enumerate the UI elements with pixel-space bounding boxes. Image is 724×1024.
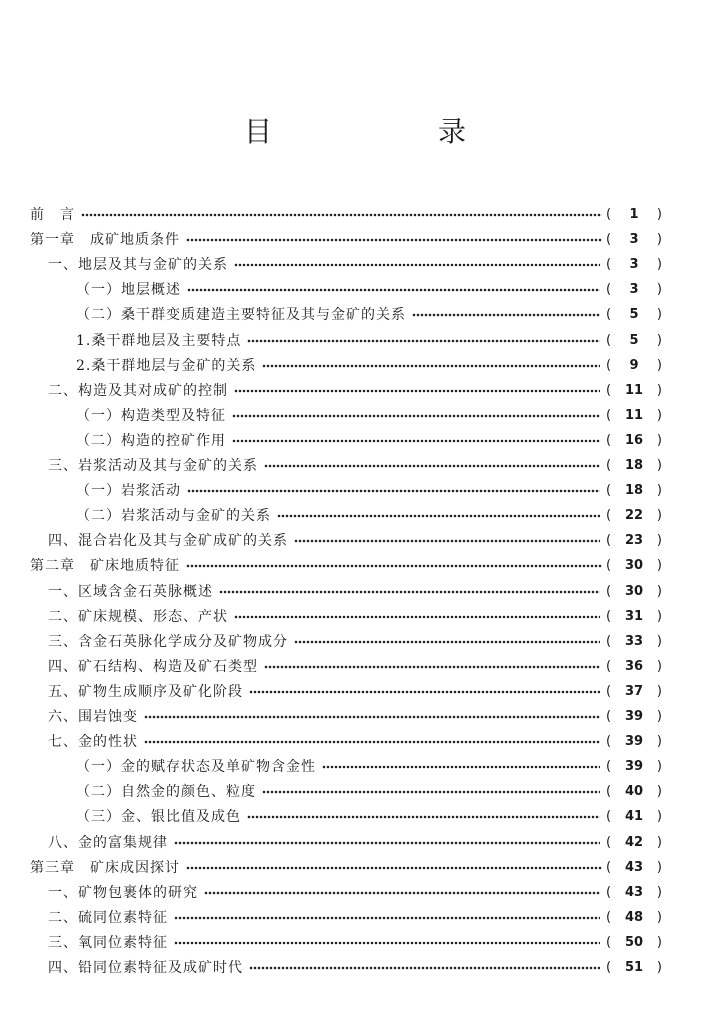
paren-close: ) bbox=[656, 960, 662, 975]
toc-entry-label: （二）自然金的颜色、粒度 bbox=[76, 784, 256, 801]
toc-page-number bbox=[606, 955, 662, 981]
toc-page-number bbox=[606, 779, 662, 805]
paren-open: ( bbox=[606, 508, 612, 524]
toc-page-number bbox=[606, 328, 662, 354]
paren-close: ) bbox=[656, 759, 662, 775]
toc-entry-label: （二）桑干群变质建造主要特征及其与金矿的关系 bbox=[76, 307, 406, 324]
paren-open: ( bbox=[606, 458, 612, 473]
toc-entry bbox=[30, 202, 662, 228]
toc-page-number bbox=[606, 905, 662, 931]
page-number-value: 11 bbox=[624, 407, 644, 423]
toc-page-number bbox=[606, 453, 662, 479]
toc-entry bbox=[76, 353, 662, 379]
title-char-1: 目 bbox=[244, 115, 273, 148]
toc-entry-label: 一、区域含金石英脉概述 bbox=[48, 583, 213, 600]
dot-leader bbox=[234, 263, 600, 267]
page-number-value: 16 bbox=[624, 432, 644, 448]
paren-close: ) bbox=[656, 533, 662, 549]
toc-entry-label: （二）岩浆活动与金矿的关系 bbox=[76, 508, 271, 525]
paren-close: ) bbox=[656, 608, 662, 624]
toc-entry bbox=[48, 679, 662, 705]
paren-close: ) bbox=[656, 483, 662, 499]
toc-entry bbox=[76, 754, 662, 780]
dot-leader bbox=[204, 891, 600, 895]
dot-leader bbox=[234, 615, 600, 619]
paren-open: ( bbox=[606, 909, 612, 925]
paren-close: ) bbox=[656, 909, 662, 925]
paren-open: ( bbox=[606, 407, 612, 423]
paren-open: ( bbox=[606, 432, 612, 448]
toc-entry bbox=[48, 930, 662, 956]
toc-page-number bbox=[606, 302, 662, 328]
paren-open: ( bbox=[606, 834, 612, 850]
toc-entry bbox=[76, 428, 662, 454]
paren-close: ) bbox=[656, 809, 662, 825]
toc-entry-label: 四、铅同位素特征及成矿时代 bbox=[48, 960, 243, 976]
toc-entry-label: 八、金的富集规律 bbox=[48, 834, 168, 851]
toc-entry bbox=[76, 478, 662, 504]
toc-entry-label: （三）金、银比值及成色 bbox=[76, 809, 241, 826]
paren-close: ) bbox=[656, 307, 662, 323]
toc-page-number bbox=[606, 729, 662, 755]
paren-open: ( bbox=[606, 734, 612, 750]
dot-leader bbox=[186, 564, 602, 568]
toc-entry-label: 1.桑干群地层及主要特点 bbox=[76, 332, 242, 349]
title-char-2: 录 bbox=[438, 115, 467, 148]
toc-entry bbox=[48, 880, 662, 906]
toc-page-number bbox=[606, 679, 662, 705]
toc-entry bbox=[76, 277, 662, 303]
page-number-value: 3 bbox=[629, 282, 639, 298]
paren-open: ( bbox=[606, 608, 612, 624]
toc-page-number bbox=[606, 528, 662, 554]
paren-close: ) bbox=[656, 282, 662, 298]
toc-page-number bbox=[606, 202, 662, 228]
dot-leader bbox=[262, 364, 600, 368]
toc-entry-label: （一）构造类型及特征 bbox=[76, 407, 226, 424]
toc-page-number bbox=[606, 252, 662, 278]
paren-open: ( bbox=[606, 859, 612, 875]
toc-page-number bbox=[606, 604, 662, 630]
paren-close: ) bbox=[656, 934, 662, 950]
toc-entry-label: 四、矿石结构、构造及矿石类型 bbox=[48, 658, 258, 675]
toc-entry-label: 前 言 bbox=[30, 207, 75, 223]
paren-open: ( bbox=[606, 232, 612, 248]
paren-close: ) bbox=[656, 709, 662, 724]
dot-leader bbox=[262, 790, 600, 794]
toc-page-number bbox=[606, 378, 662, 404]
toc-entry-label: 四、混合岩化及其与金矿成矿的关系 bbox=[48, 533, 288, 550]
page-number-value: 18 bbox=[624, 458, 644, 473]
paren-open: ( bbox=[606, 282, 612, 298]
toc-page-number bbox=[606, 227, 662, 253]
dot-leader bbox=[249, 690, 600, 694]
toc-entry bbox=[48, 830, 662, 856]
toc-page-number bbox=[606, 629, 662, 655]
toc-entry bbox=[48, 604, 662, 630]
paren-close: ) bbox=[656, 257, 662, 273]
toc-page-number bbox=[606, 579, 662, 605]
paren-close: ) bbox=[656, 884, 662, 900]
paren-close: ) bbox=[656, 834, 662, 850]
dot-leader bbox=[247, 815, 600, 819]
paren-open: ( bbox=[606, 558, 612, 574]
page-number-value: 18 bbox=[624, 483, 644, 499]
paren-close: ) bbox=[656, 382, 662, 398]
toc-entry bbox=[76, 403, 662, 429]
dot-leader bbox=[234, 389, 600, 393]
paren-close: ) bbox=[656, 859, 662, 875]
toc-entry bbox=[30, 855, 662, 881]
dot-leader bbox=[144, 740, 600, 744]
toc-entry-label: 第一章 成矿地质条件 bbox=[30, 232, 180, 249]
page-number-value: 39 bbox=[624, 709, 644, 724]
dot-leader bbox=[187, 288, 600, 292]
toc-entry-label: 三、岩浆活动及其与金矿的关系 bbox=[48, 458, 258, 474]
toc-entry-label: 二、硫同位素特征 bbox=[48, 909, 168, 926]
toc-entry-label: 三、氧同位素特征 bbox=[48, 934, 168, 951]
toc-entry bbox=[48, 955, 662, 981]
page-number-value: 39 bbox=[624, 734, 644, 750]
page-number-value: 30 bbox=[624, 583, 644, 599]
toc-entry-label: 第三章 矿床成因探讨 bbox=[30, 859, 180, 876]
dot-leader bbox=[144, 715, 600, 719]
toc-page-number bbox=[606, 553, 662, 579]
toc-page-number bbox=[606, 428, 662, 454]
toc-entry bbox=[30, 227, 662, 253]
toc-page-number bbox=[606, 503, 662, 529]
paren-close: ) bbox=[656, 332, 662, 348]
paren-open: ( bbox=[606, 658, 612, 674]
dot-leader bbox=[247, 339, 600, 343]
paren-close: ) bbox=[656, 558, 662, 574]
toc-page-number bbox=[606, 353, 662, 379]
page-number-value: 30 bbox=[624, 558, 644, 574]
page-number-value: 39 bbox=[624, 759, 644, 775]
toc-entry bbox=[76, 779, 662, 805]
toc-entry-label: 二、矿床规模、形态、产状 bbox=[48, 608, 228, 625]
toc-page-number bbox=[606, 704, 662, 730]
paren-close: ) bbox=[656, 633, 662, 649]
toc-entry bbox=[76, 328, 662, 354]
dot-leader bbox=[264, 665, 600, 669]
page-number-value: 36 bbox=[624, 658, 644, 674]
toc-entry-label: （一）岩浆活动 bbox=[76, 483, 181, 500]
paren-open: ( bbox=[606, 960, 612, 975]
page-number-value: 3 bbox=[629, 232, 639, 248]
toc-page-number bbox=[606, 804, 662, 830]
toc-page-number bbox=[606, 930, 662, 956]
paren-open: ( bbox=[606, 307, 612, 323]
toc-entry bbox=[48, 528, 662, 554]
dot-leader bbox=[294, 539, 600, 543]
dot-leader bbox=[174, 916, 600, 920]
dot-leader bbox=[232, 439, 600, 443]
toc-entry bbox=[48, 378, 662, 404]
paren-close: ) bbox=[656, 432, 662, 448]
page-number-value: 43 bbox=[624, 884, 644, 900]
page-number-value: 33 bbox=[624, 633, 644, 649]
toc-entry bbox=[48, 453, 662, 479]
dot-leader bbox=[174, 841, 600, 845]
dot-leader bbox=[186, 866, 602, 870]
paren-open: ( bbox=[606, 257, 612, 273]
dot-leader bbox=[174, 941, 600, 945]
toc-entry-label: （一）金的赋存状态及单矿物含金性 bbox=[76, 759, 316, 776]
page-number-value: 40 bbox=[624, 784, 644, 800]
dot-leader bbox=[277, 514, 600, 518]
toc-entry-label: 七、金的性状 bbox=[48, 734, 138, 751]
toc-entry-label: 2.桑干群地层与金矿的关系 bbox=[76, 357, 257, 374]
paren-close: ) bbox=[656, 734, 662, 750]
paren-open: ( bbox=[606, 633, 612, 649]
toc-entry bbox=[48, 252, 662, 278]
dot-leader bbox=[412, 313, 600, 317]
page-number-value: 3 bbox=[629, 257, 639, 273]
paren-close: ) bbox=[656, 232, 662, 248]
toc-entry bbox=[48, 905, 662, 931]
toc-entry bbox=[48, 654, 662, 680]
paren-close: ) bbox=[656, 458, 662, 473]
paren-open: ( bbox=[606, 207, 612, 222]
paren-open: ( bbox=[606, 533, 612, 549]
page-number-value: 1 bbox=[629, 207, 639, 222]
paren-close: ) bbox=[656, 207, 662, 222]
paren-close: ) bbox=[656, 508, 662, 524]
toc-entry bbox=[76, 302, 662, 328]
paren-open: ( bbox=[606, 809, 612, 825]
toc-entry bbox=[30, 553, 662, 579]
toc-entry bbox=[48, 629, 662, 655]
dot-leader bbox=[219, 590, 600, 594]
toc-page-number bbox=[606, 277, 662, 303]
page-number-value: 37 bbox=[624, 683, 644, 699]
toc-entry-label: 三、含金石英脉化学成分及矿物成分 bbox=[48, 633, 288, 650]
toc-page-number bbox=[606, 880, 662, 906]
paren-open: ( bbox=[606, 934, 612, 950]
toc-entry bbox=[76, 804, 662, 830]
toc-entry-label: 一、矿物包裹体的研究 bbox=[48, 884, 198, 901]
dot-leader bbox=[186, 238, 602, 242]
toc-page-number bbox=[606, 654, 662, 680]
dot-leader bbox=[249, 966, 600, 970]
page-title bbox=[0, 112, 724, 152]
dot-leader bbox=[264, 464, 600, 468]
paren-close: ) bbox=[656, 683, 662, 699]
page-number-value: 11 bbox=[624, 382, 644, 398]
dot-leader bbox=[187, 489, 600, 493]
paren-close: ) bbox=[656, 583, 662, 599]
paren-close: ) bbox=[656, 784, 662, 800]
paren-open: ( bbox=[606, 683, 612, 699]
dot-leader bbox=[81, 213, 602, 217]
paren-close: ) bbox=[656, 407, 662, 423]
page-number-value: 41 bbox=[624, 809, 644, 825]
page-number-value: 42 bbox=[624, 834, 644, 850]
paren-close: ) bbox=[656, 658, 662, 674]
toc-entry-label: （二）构造的控矿作用 bbox=[76, 432, 226, 449]
toc-page-number bbox=[606, 855, 662, 881]
toc-entry-label: （一）地层概述 bbox=[76, 282, 181, 299]
toc-entry bbox=[48, 704, 662, 730]
toc-entry bbox=[48, 729, 662, 755]
paren-open: ( bbox=[606, 759, 612, 775]
page-number-value: 43 bbox=[624, 859, 644, 875]
toc-entry-label: 一、地层及其与金矿的关系 bbox=[48, 257, 228, 274]
page-number-value: 23 bbox=[624, 533, 644, 549]
paren-open: ( bbox=[606, 583, 612, 599]
toc-page-number bbox=[606, 478, 662, 504]
page-number-value: 9 bbox=[629, 357, 639, 373]
toc-entry bbox=[48, 579, 662, 605]
page-number-value: 5 bbox=[629, 332, 639, 348]
paren-open: ( bbox=[606, 784, 612, 800]
paren-open: ( bbox=[606, 884, 612, 900]
toc-entry-label: 六、围岩蚀变 bbox=[48, 709, 138, 725]
paren-open: ( bbox=[606, 332, 612, 348]
toc-entry-label: 第二章 矿床地质特征 bbox=[30, 558, 180, 575]
paren-open: ( bbox=[606, 483, 612, 499]
dot-leader bbox=[322, 765, 600, 769]
page-number-value: 50 bbox=[624, 934, 644, 950]
paren-open: ( bbox=[606, 382, 612, 398]
toc-page-number bbox=[606, 830, 662, 856]
page-number-value: 51 bbox=[624, 960, 644, 975]
toc-entry-label: 二、构造及其对成矿的控制 bbox=[48, 382, 228, 399]
page-number-value: 22 bbox=[624, 508, 644, 524]
paren-open: ( bbox=[606, 357, 612, 373]
paren-close: ) bbox=[656, 357, 662, 373]
paren-open: ( bbox=[606, 709, 612, 724]
toc-entry bbox=[76, 503, 662, 529]
page-number-value: 31 bbox=[624, 608, 644, 624]
page-number-value: 48 bbox=[624, 909, 644, 925]
dot-leader bbox=[232, 414, 600, 418]
page-number-value: 5 bbox=[629, 307, 639, 323]
toc-entry-label: 五、矿物生成顺序及矿化阶段 bbox=[48, 683, 243, 700]
dot-leader bbox=[294, 640, 600, 644]
toc-page-number bbox=[606, 403, 662, 429]
toc-page-number bbox=[606, 754, 662, 780]
